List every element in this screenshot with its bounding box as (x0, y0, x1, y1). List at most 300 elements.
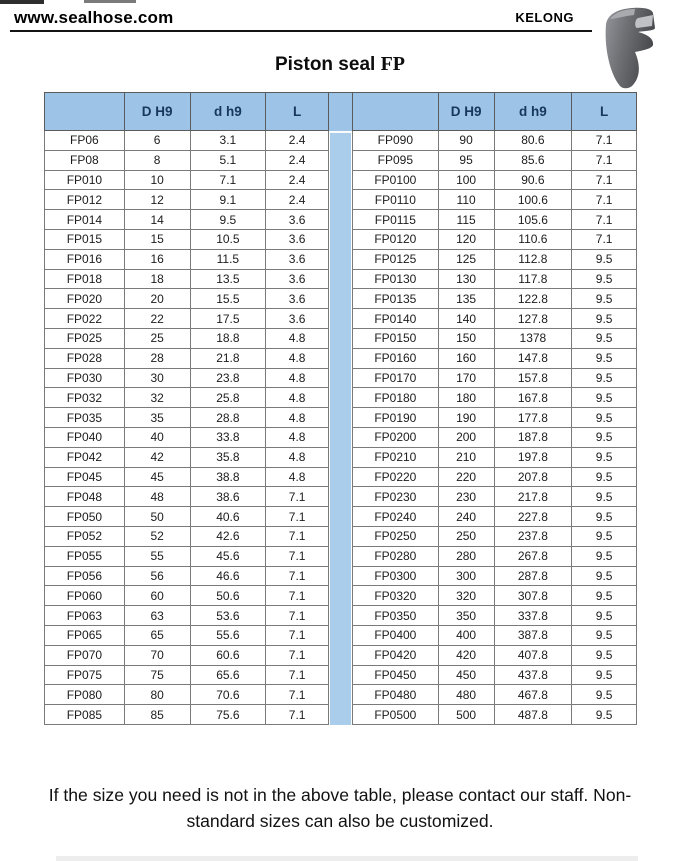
table-cell: FP0135 (352, 289, 438, 309)
table-row (352, 190, 636, 210)
table-cell: FP028 (45, 348, 125, 368)
table-cell: FP0220 (352, 467, 438, 487)
table-row (45, 566, 329, 586)
column-header-dh9: d h9 (190, 93, 266, 131)
table-cell: 18 (124, 269, 190, 289)
table-cell: 8 (124, 150, 190, 170)
table-cell: 9.5 (572, 487, 637, 507)
table-cell: 9.5 (572, 269, 637, 289)
table-cell: 40.6 (190, 507, 266, 527)
table-cell: 38.8 (190, 467, 266, 487)
table-cell: 30 (124, 368, 190, 388)
table-cell: 130 (438, 269, 494, 289)
table-cell: 407.8 (494, 645, 572, 665)
table-cell: FP035 (45, 408, 125, 428)
table-row (352, 150, 636, 170)
table-cell: 9.5 (572, 566, 637, 586)
table-row (45, 131, 329, 151)
table-cell: 23.8 (190, 368, 266, 388)
table-cell: FP025 (45, 328, 125, 348)
table-cell: 9.5 (572, 249, 637, 269)
table-cell: 250 (438, 526, 494, 546)
table-cell: 9.1 (190, 190, 266, 210)
table-row (352, 467, 636, 487)
table-row (352, 665, 636, 685)
table-cell: 4.8 (266, 368, 329, 388)
table-cell: 7.1 (266, 705, 329, 725)
table-cell: 9.5 (572, 368, 637, 388)
table-cell: 7.1 (572, 170, 637, 190)
table-cell: 20 (124, 289, 190, 309)
table-cell: 105.6 (494, 210, 572, 230)
table-cell: FP060 (45, 586, 125, 606)
table-cell: 7.1 (266, 507, 329, 527)
table-cell: 190 (438, 408, 494, 428)
table-cell: 9.5 (572, 328, 637, 348)
table-row (352, 526, 636, 546)
table-cell: FP0140 (352, 309, 438, 329)
table-cell: FP0420 (352, 645, 438, 665)
table-cell: 3.6 (266, 289, 329, 309)
brand-name: KELONG (515, 10, 574, 25)
table-cell: FP0250 (352, 526, 438, 546)
table-cell: FP0450 (352, 665, 438, 685)
table-cell: FP056 (45, 566, 125, 586)
table-cell: FP050 (45, 507, 125, 527)
table-cell: FP0110 (352, 190, 438, 210)
table-cell: 320 (438, 586, 494, 606)
table-cell: 227.8 (494, 507, 572, 527)
table-row (352, 408, 636, 428)
table-row (45, 269, 329, 289)
table-cell: 157.8 (494, 368, 572, 388)
table-row (352, 685, 636, 705)
table-cell: FP0190 (352, 408, 438, 428)
table-cell: 2.4 (266, 170, 329, 190)
table-cell: 187.8 (494, 427, 572, 447)
table-cell: FP055 (45, 546, 125, 566)
table-cell: FP042 (45, 447, 125, 467)
table-cell: 9.5 (572, 705, 637, 725)
table-cell: 25.8 (190, 388, 266, 408)
table-cell: FP095 (352, 150, 438, 170)
table-cell: 280 (438, 546, 494, 566)
table-cell: 9.5 (572, 447, 637, 467)
table-cell: 110 (438, 190, 494, 210)
table-row (352, 348, 636, 368)
table-cell: 18.8 (190, 328, 266, 348)
header-divider (10, 30, 592, 32)
table-cell: 200 (438, 427, 494, 447)
table-row (352, 645, 636, 665)
table-cell: FP010 (45, 170, 125, 190)
table-cell: 33.8 (190, 427, 266, 447)
table-row (352, 507, 636, 527)
table-cell: 120 (438, 229, 494, 249)
table-cell: FP048 (45, 487, 125, 507)
table-cell: 480 (438, 685, 494, 705)
table-cell: 3.6 (266, 269, 329, 289)
table-row (45, 309, 329, 329)
table-cell: 9.5 (572, 427, 637, 447)
table-cell: 117.8 (494, 269, 572, 289)
table-cell: 387.8 (494, 625, 572, 645)
table-row (45, 487, 329, 507)
table-cell: 45.6 (190, 546, 266, 566)
table-cell: FP022 (45, 309, 125, 329)
table-cell: 210 (438, 447, 494, 467)
table-cell: 307.8 (494, 586, 572, 606)
table-cell: FP012 (45, 190, 125, 210)
table-cell: 2.4 (266, 131, 329, 151)
table-cell: 28.8 (190, 408, 266, 428)
column-header-dh9: d h9 (494, 93, 572, 131)
table-row (352, 269, 636, 289)
table-row (352, 170, 636, 190)
table-cell: 300 (438, 566, 494, 586)
table-row (352, 388, 636, 408)
table-cell: FP0320 (352, 586, 438, 606)
table-cell: FP0230 (352, 487, 438, 507)
table-cell: 400 (438, 625, 494, 645)
table-cell: 9.5 (572, 289, 637, 309)
table-cell: 11.5 (190, 249, 266, 269)
table-row (45, 685, 329, 705)
table-row (45, 447, 329, 467)
table-row (45, 408, 329, 428)
table-cell: 9.5 (572, 645, 637, 665)
table-separator (329, 92, 352, 725)
table-cell: FP0300 (352, 566, 438, 586)
table-cell: 90.6 (494, 170, 572, 190)
table-cell: 25 (124, 328, 190, 348)
table-cell: 35.8 (190, 447, 266, 467)
table-cell: 197.8 (494, 447, 572, 467)
column-header-L: L (266, 93, 329, 131)
table-cell: 122.8 (494, 289, 572, 309)
column-header-model (45, 93, 125, 131)
table-cell: 7.1 (572, 190, 637, 210)
table-cell: 48 (124, 487, 190, 507)
table-cell: 4.8 (266, 427, 329, 447)
footer-note: If the size you need is not in the above table, please contact our staff. Non-standard sizes can also be customized. (48, 784, 632, 832)
table-cell: 240 (438, 507, 494, 527)
table-cell: 100.6 (494, 190, 572, 210)
table-cell: FP030 (45, 368, 125, 388)
table-cell: 9.5 (572, 348, 637, 368)
table-cell: 9.5 (572, 625, 637, 645)
table-cell: FP0480 (352, 685, 438, 705)
table-cell: 350 (438, 606, 494, 626)
size-table-left (44, 92, 329, 725)
table-cell: 3.6 (266, 309, 329, 329)
column-header-model (352, 93, 438, 131)
table-row (352, 289, 636, 309)
table-cell: 9.5 (572, 606, 637, 626)
table-cell: FP0240 (352, 507, 438, 527)
table-cell: 55.6 (190, 625, 266, 645)
table-cell: 9.5 (190, 210, 266, 230)
table-cell: FP015 (45, 229, 125, 249)
table-row (45, 427, 329, 447)
table-cell: 180 (438, 388, 494, 408)
table-cell: FP075 (45, 665, 125, 685)
table-cell: 46.6 (190, 566, 266, 586)
table-cell: FP0400 (352, 625, 438, 645)
table-cell: 9.5 (572, 526, 637, 546)
table-cell: 147.8 (494, 348, 572, 368)
table-cell: 21.8 (190, 348, 266, 368)
table-cell: 85.6 (494, 150, 572, 170)
table-cell: 9.5 (572, 685, 637, 705)
table-row (45, 368, 329, 388)
table-cell: FP0500 (352, 705, 438, 725)
table-cell: FP018 (45, 269, 125, 289)
table-row (352, 249, 636, 269)
table-cell: 45 (124, 467, 190, 487)
table-row (352, 427, 636, 447)
table-row (45, 388, 329, 408)
table-cell: 63 (124, 606, 190, 626)
table-cell: FP065 (45, 625, 125, 645)
table-cell: FP045 (45, 467, 125, 487)
table-cell: 7.1 (572, 210, 637, 230)
scan-artifact (84, 0, 136, 3)
table-cell: 287.8 (494, 566, 572, 586)
table-cell: 75 (124, 665, 190, 685)
table-row (45, 170, 329, 190)
table-cell: 112.8 (494, 249, 572, 269)
table-cell: 28 (124, 348, 190, 368)
table-row (352, 625, 636, 645)
table-cell: 110.6 (494, 229, 572, 249)
table-cell: 3.1 (190, 131, 266, 151)
table-row (45, 328, 329, 348)
table-cell: 150 (438, 328, 494, 348)
table-cell: 53.6 (190, 606, 266, 626)
table-cell: 1378 (494, 328, 572, 348)
table-cell: FP040 (45, 427, 125, 447)
table-cell: 60.6 (190, 645, 266, 665)
table-cell: 14 (124, 210, 190, 230)
table-row (45, 645, 329, 665)
table-cell: FP06 (45, 131, 125, 151)
table-cell: 7.1 (266, 685, 329, 705)
size-table (44, 92, 637, 725)
table-cell: FP052 (45, 526, 125, 546)
table-row (45, 289, 329, 309)
table-cell: 167.8 (494, 388, 572, 408)
table-cell: 32 (124, 388, 190, 408)
table-cell: 125 (438, 249, 494, 269)
scan-artifact (0, 0, 44, 4)
column-header-DH9: D H9 (438, 93, 494, 131)
table-row (352, 309, 636, 329)
table-cell: 52 (124, 526, 190, 546)
table-row (45, 210, 329, 230)
table-row (45, 348, 329, 368)
table-row (352, 328, 636, 348)
table-row (45, 705, 329, 725)
table-row (352, 368, 636, 388)
column-header-DH9: D H9 (124, 93, 190, 131)
table-cell: FP0210 (352, 447, 438, 467)
table-cell: 90 (438, 131, 494, 151)
table-cell: 9.5 (572, 408, 637, 428)
table-cell: 170 (438, 368, 494, 388)
table-row (352, 586, 636, 606)
table-cell: 4.8 (266, 388, 329, 408)
table-cell: FP085 (45, 705, 125, 725)
site-url: www.sealhose.com (14, 8, 174, 27)
separator-header-band (329, 92, 352, 133)
table-cell: 127.8 (494, 309, 572, 329)
table-cell: 6 (124, 131, 190, 151)
table-cell: 9.5 (572, 546, 637, 566)
table-row (45, 546, 329, 566)
table-cell: 237.8 (494, 526, 572, 546)
table-cell: 115 (438, 210, 494, 230)
table-cell: 60 (124, 586, 190, 606)
table-row (352, 229, 636, 249)
table-cell: 7.1 (266, 526, 329, 546)
table-cell: 3.6 (266, 210, 329, 230)
table-cell: 135 (438, 289, 494, 309)
table-cell: 42 (124, 447, 190, 467)
table-cell: 9.5 (572, 665, 637, 685)
table-row (45, 625, 329, 645)
table-cell: 207.8 (494, 467, 572, 487)
table-cell: 9.5 (572, 309, 637, 329)
table-cell: FP032 (45, 388, 125, 408)
table-cell: 40 (124, 427, 190, 447)
table-cell: 9.5 (572, 507, 637, 527)
table-cell: 140 (438, 309, 494, 329)
table-cell: 2.4 (266, 190, 329, 210)
title-series-code: FP (380, 53, 406, 75)
table-cell: 4.8 (266, 348, 329, 368)
table-cell: FP0150 (352, 328, 438, 348)
table-cell: 3.6 (266, 249, 329, 269)
table-cell: FP0180 (352, 388, 438, 408)
table-cell: 7.1 (266, 546, 329, 566)
table-cell: FP0200 (352, 427, 438, 447)
table-row (352, 566, 636, 586)
table-cell: 2.4 (266, 150, 329, 170)
table-cell: 7.1 (266, 625, 329, 645)
header-row (352, 93, 636, 131)
table-cell: 9.5 (572, 586, 637, 606)
table-cell: 80 (124, 685, 190, 705)
table-cell: 100 (438, 170, 494, 190)
table-cell: 4.8 (266, 447, 329, 467)
table-cell: 70 (124, 645, 190, 665)
table-cell: 420 (438, 645, 494, 665)
table-cell: FP080 (45, 685, 125, 705)
separator-strip (330, 133, 351, 725)
column-header-L: L (572, 93, 637, 131)
table-cell: 7.1 (190, 170, 266, 190)
table-cell: FP090 (352, 131, 438, 151)
table-cell: 160 (438, 348, 494, 368)
table-row (45, 229, 329, 249)
table-cell: 10.5 (190, 229, 266, 249)
table-cell: 17.5 (190, 309, 266, 329)
table-cell: 70.6 (190, 685, 266, 705)
table-cell: 55 (124, 546, 190, 566)
table-row (45, 526, 329, 546)
table-cell: 80.6 (494, 131, 572, 151)
table-cell: 7.1 (266, 566, 329, 586)
table-cell: 9.5 (572, 467, 637, 487)
table-cell: 7.1 (266, 645, 329, 665)
table-cell: 500 (438, 705, 494, 725)
table-cell: 450 (438, 665, 494, 685)
table-cell: FP0100 (352, 170, 438, 190)
table-row (45, 665, 329, 685)
table-cell: 230 (438, 487, 494, 507)
table-cell: 487.8 (494, 705, 572, 725)
table-cell: 7.1 (572, 150, 637, 170)
table-row (45, 507, 329, 527)
table-cell: 4.8 (266, 328, 329, 348)
page-bottom-artifact (56, 856, 638, 861)
table-cell: 16 (124, 249, 190, 269)
table-cell: 9.5 (572, 388, 637, 408)
table-cell: FP0350 (352, 606, 438, 626)
table-row (45, 606, 329, 626)
table-cell: FP016 (45, 249, 125, 269)
table-cell: 65 (124, 625, 190, 645)
table-cell: 7.1 (266, 586, 329, 606)
table-cell: FP0130 (352, 269, 438, 289)
table-row (45, 150, 329, 170)
table-cell: FP0160 (352, 348, 438, 368)
table-cell: 85 (124, 705, 190, 725)
table-cell: 50 (124, 507, 190, 527)
header-row (45, 93, 329, 131)
table-cell: 217.8 (494, 487, 572, 507)
table-cell: 15.5 (190, 289, 266, 309)
table-cell: 177.8 (494, 408, 572, 428)
table-cell: 7.1 (572, 229, 637, 249)
table-cell: 467.8 (494, 685, 572, 705)
table-cell: 65.6 (190, 665, 266, 685)
table-cell: 38.6 (190, 487, 266, 507)
title-main: Piston seal (274, 54, 376, 75)
table-row (352, 131, 636, 151)
table-row (352, 447, 636, 467)
table-row (352, 606, 636, 626)
table-row (45, 190, 329, 210)
table-cell: 3.6 (266, 229, 329, 249)
seal-cross-section-image (594, 4, 670, 90)
table-cell: 4.8 (266, 467, 329, 487)
table-cell: 7.1 (266, 606, 329, 626)
table-cell: FP020 (45, 289, 125, 309)
table-cell: 337.8 (494, 606, 572, 626)
table-cell: FP0120 (352, 229, 438, 249)
table-cell: 42.6 (190, 526, 266, 546)
table-cell: FP014 (45, 210, 125, 230)
table-cell: 7.1 (266, 665, 329, 685)
table-row (45, 586, 329, 606)
table-cell: FP0115 (352, 210, 438, 230)
table-cell: 75.6 (190, 705, 266, 725)
table-cell: 13.5 (190, 269, 266, 289)
table-cell: 220 (438, 467, 494, 487)
table-cell: 15 (124, 229, 190, 249)
